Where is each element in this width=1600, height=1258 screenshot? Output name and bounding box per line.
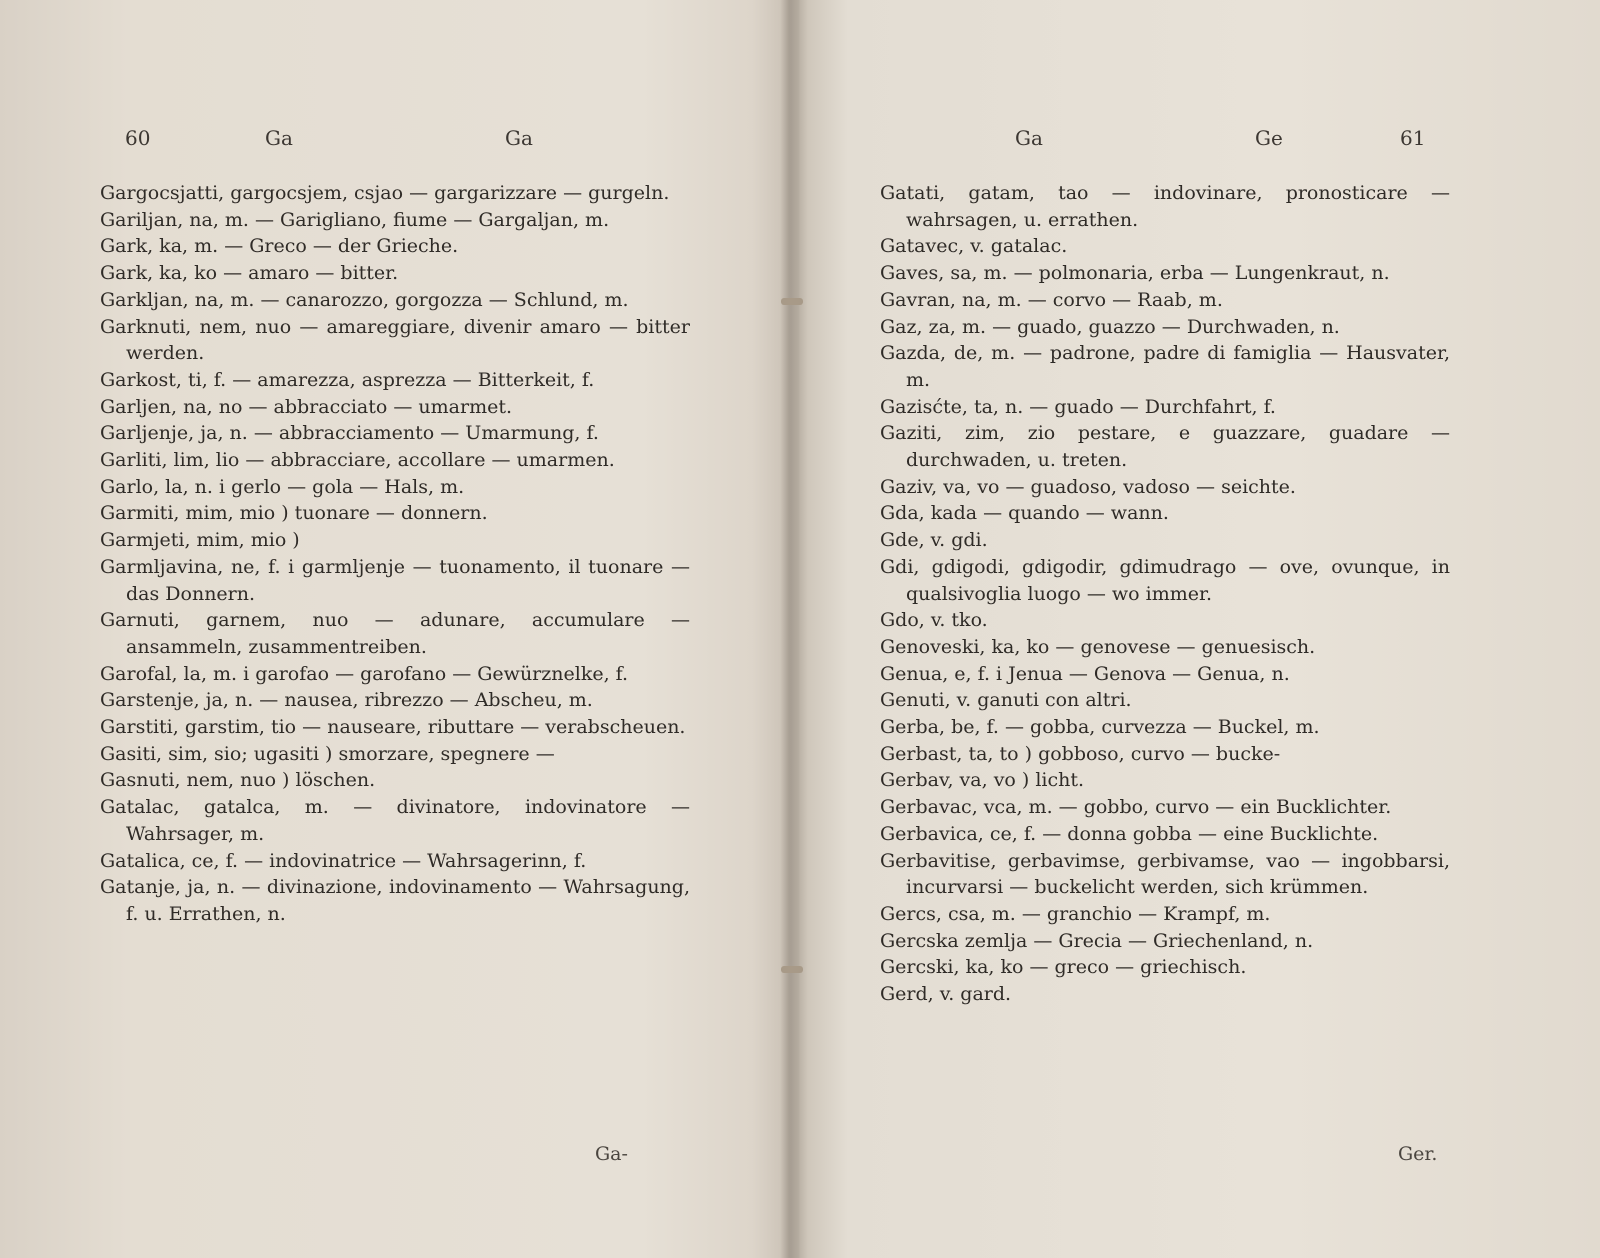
dictionary-entry: Garljen, na, no — abbracciato — umarmet. <box>100 395 513 418</box>
dictionary-entry: Genuti, v. ganuti con altri. <box>880 689 1132 712</box>
catchword: Ger. <box>1398 1143 1438 1165</box>
dictionary-entry: Gerbav, va, vo ) licht. <box>880 769 1085 792</box>
dictionary-entry: Garmjeti, mim, mio ) <box>100 529 300 552</box>
binding-stitch <box>781 966 803 973</box>
right-page <box>880 0 1450 1258</box>
dictionary-entry: Gda, kada — quando — wann. <box>880 502 1169 525</box>
page-header <box>100 126 690 158</box>
running-head: Ga <box>505 126 533 150</box>
dictionary-entry: Gerba, be, f. — gobba, curvezza — Buckel, m. <box>880 716 1320 739</box>
dictionary-entry: Gavran, na, m. — corvo — Raab, m. <box>880 288 1223 311</box>
dictionary-entry: Genua, e, f. i Jenua — Genova — Genua, n. <box>880 662 1290 685</box>
dictionary-entry: Genoveski, ka, ko — genovese — genuesisch. <box>880 635 1316 658</box>
dictionary-entry: Gark, ka, m. — Greco — der Grieche. <box>100 235 459 258</box>
dictionary-entry: Garlo, la, n. i gerlo — gola — Hals, m. <box>100 475 465 498</box>
running-head: Ga <box>265 126 293 150</box>
dictionary-entry: Gatanje, ja, n. — divinazione, indovinamento — Wahrsagung, f. u. Errathen, n. <box>100 876 690 925</box>
dictionary-entries <box>880 180 1450 1008</box>
dictionary-entry: Garliti, lim, lio — abbracciare, accollare — umarmen. <box>100 449 615 472</box>
page-number: 61 <box>1400 126 1426 150</box>
page-header <box>880 126 1450 158</box>
dictionary-entry: Garkljan, na, m. — canarozzo, gorgozza — Schlund, m. <box>100 288 629 311</box>
dictionary-entry: Gerbavitise, gerbavimse, gerbivamse, vao — ingobbarsi, incurvarsi — buckelicht werden, sich krümmen. <box>880 849 1450 899</box>
dictionary-entry: Gatati, gatam, tao — indovinare, pronosticare — wahrsagen, u. errathen. <box>880 182 1450 231</box>
dictionary-entry: Garstenje, ja, n. — nausea, ribrezzo — Abscheu, m. <box>100 689 593 712</box>
running-head: Ge <box>1255 126 1283 150</box>
dictionary-entry: Garstiti, garstim, tio — nauseare, ributtare — verabscheuen. <box>100 716 686 739</box>
dictionary-entry: Gdo, v. tko. <box>880 609 988 632</box>
dictionary-entries <box>100 180 690 928</box>
dictionary-entry: Gark, ka, ko — amaro — bitter. <box>100 262 399 285</box>
dictionary-entry: Gatalica, ce, f. — indovinatrice — Wahrsagerinn, f. <box>100 849 587 872</box>
dictionary-entry: Gariljan, na, m. — Garigliano, fiume — Gargaljan, m. <box>100 208 610 231</box>
dictionary-entry: Gercski, ka, ko — greco — griechisch. <box>880 956 1247 979</box>
dictionary-entry: Garnuti, garnem, nuo — adunare, accumulare — ansammeln, zusammentreiben. <box>100 609 690 658</box>
dictionary-entry: Gasiti, sim, sio; ugasiti ) smorzare, spegnere — <box>100 742 555 765</box>
dictionary-entry: Gdi, gdigodi, gdigodir, gdimudrago — ove, ovunque, in qualsivoglia luogo — wo immer. <box>880 555 1450 605</box>
dictionary-entry: Gasnuti, nem, nuo ) löschen. <box>100 769 376 792</box>
page-number: 60 <box>125 126 151 150</box>
dictionary-entry: Garmljavina, ne, f. i garmljenje — tuonamento, il tuonare — das Donnern. <box>100 555 690 605</box>
left-page <box>100 0 690 1258</box>
dictionary-entry: Gerbavac, vca, m. — gobbo, curvo — ein Bucklichter. <box>880 796 1392 819</box>
dictionary-entry: Gaz, za, m. — guado, guazzo — Durchwaden, n. <box>880 315 1340 338</box>
dictionary-entry: Gerd, v. gard. <box>880 983 1012 1006</box>
dictionary-entry: Gercska zemlja — Grecia — Griechenland, n. <box>880 929 1314 952</box>
dictionary-entry: Gargocsjatti, gargocsjem, csjao — gargarizzare — gurgeln. <box>100 182 670 204</box>
dictionary-entry: Gaves, sa, m. — polmonaria, erba — Lungenkraut, n. <box>880 262 1390 285</box>
dictionary-entry: Gatavec, v. gatalac. <box>880 235 1068 258</box>
book-gutter <box>780 0 800 1258</box>
dictionary-entry: Gaziv, va, vo — guadoso, vadoso — seichte. <box>880 475 1296 498</box>
dictionary-entry: Gde, v. gdi. <box>880 529 988 552</box>
dictionary-entry: Gerbast, ta, to ) gobboso, curvo — bucke- <box>880 742 1281 765</box>
dictionary-entry: Gatalac, gatalca, m. — divinatore, indovinatore — Wahrsager, m. <box>100 796 690 845</box>
running-head: Ga <box>1015 126 1043 150</box>
binding-stitch <box>781 298 803 305</box>
dictionary-entry: Garljenje, ja, n. — abbracciamento — Umarmung, f. <box>100 422 599 445</box>
dictionary-entry: Garkost, ti, f. — amarezza, asprezza — Bitterkeit, f. <box>100 368 595 391</box>
catchword: Ga- <box>595 1143 628 1165</box>
dictionary-entry: Garknuti, nem, nuo — amareggiare, divenir amaro — bitter werden. <box>100 315 690 365</box>
dictionary-entry: Garofal, la, m. i garofao — garofano — Gewürznelke, f. <box>100 662 629 685</box>
dictionary-entry: Gerbavica, ce, f. — donna gobba — eine Bucklichte. <box>880 822 1379 845</box>
dictionary-entry: Gazisćte, ta, n. — guado — Durchfahrt, f. <box>880 395 1276 418</box>
dictionary-entry: Gercs, csa, m. — granchio — Krampf, m. <box>880 902 1271 925</box>
dictionary-entry: Gaziti, zim, zio pestare, e guazzare, guadare — durchwaden, u. treten. <box>880 422 1450 472</box>
dictionary-entry: Garmiti, mim, mio ) tuonare — donnern. <box>100 502 488 525</box>
dictionary-entry: Gazda, de, m. — padrone, padre di famiglia — Hausvater, m. <box>880 342 1450 391</box>
